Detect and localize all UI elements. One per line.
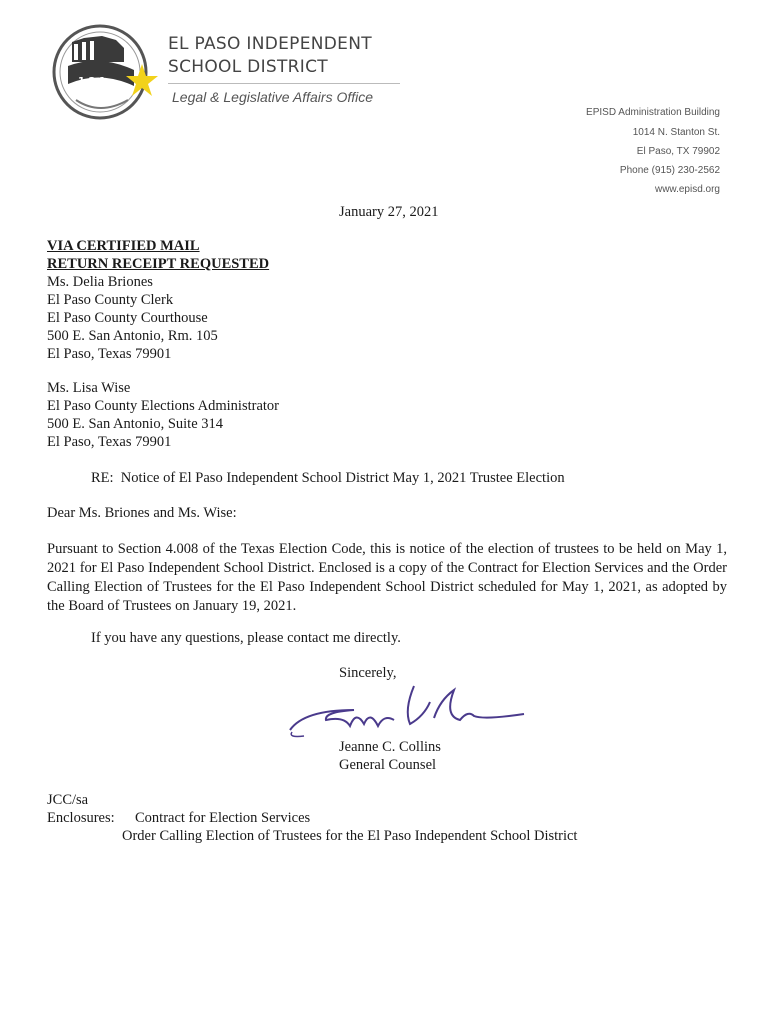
salutation: Dear Ms. Briones and Ms. Wise:	[47, 505, 237, 521]
recipient1-building: El Paso County Courthouse	[47, 310, 208, 326]
address-city: El Paso, TX 79902	[636, 146, 720, 157]
initials: JCC/sa	[47, 792, 89, 808]
recipient1-name: Ms. Delia Briones	[47, 274, 153, 290]
address-building: EPISD Administration Building	[586, 107, 720, 118]
recipient1-city: El Paso, Texas 79901	[47, 346, 172, 362]
delivery-receipt: RETURN RECEIPT REQUESTED	[47, 256, 270, 272]
signer-name: Jeanne C. Collins	[339, 739, 441, 755]
delivery-method: VIA CERTIFIED MAIL	[47, 238, 200, 254]
svg-text:1 2 1: 1 2 1	[78, 76, 106, 87]
recipient2-title: El Paso County Elections Administrator	[47, 398, 279, 414]
org-name-line2: SCHOOL DISTRICT	[168, 57, 328, 77]
address-street: 1014 N. Stanton St.	[632, 127, 720, 138]
recipient2-name: Ms. Lisa Wise	[47, 380, 131, 396]
body-paragraph: Pursuant to Section 4.008 of the Texas Election Code, this is notice of the election of trustees to be held on May 1, 2021 for El Paso Independent School District. Enclosed is a copy of the Contract for Election Services and the Order Calling Election of Trustees for the El Paso Independent School District scheduled for May 1, 2021, as adopted by the Board of Trustees on January 19, 2021.	[47, 541, 727, 614]
signer-title: General Counsel	[339, 757, 437, 773]
letterhead-divider	[168, 83, 400, 84]
recipient2-street: 500 E. San Antonio, Suite 314	[47, 416, 224, 432]
recipient2-city: El Paso, Texas 79901	[47, 434, 172, 450]
handwritten-signature	[284, 680, 534, 744]
enclosure-item: Order Calling Election of Trustees for the El Paso Independent School District	[122, 828, 578, 844]
recipient1-title: El Paso County Clerk	[47, 292, 174, 308]
closing: Sincerely,	[339, 665, 397, 681]
letter-date: January 27, 2021	[339, 204, 439, 220]
address-website: www.episd.org	[654, 184, 720, 195]
enclosure-item: Contract for Election Services	[135, 810, 311, 826]
address-phone: Phone (915) 230-2562	[619, 165, 720, 176]
org-name-line1: EL PASO INDEPENDENT	[168, 34, 372, 54]
recipient1-street: 500 E. San Antonio, Rm. 105	[47, 328, 218, 344]
district-seal-logo	[50, 20, 162, 132]
questions-line: If you have any questions, please contact me directly.	[91, 630, 401, 646]
enclosures-label: Enclosures:	[47, 810, 115, 826]
re-line: RE: Notice of El Paso Independent School District May 1, 2021 Trustee Election	[91, 470, 565, 486]
office-name: Legal & Legislative Affairs Office	[172, 89, 374, 105]
